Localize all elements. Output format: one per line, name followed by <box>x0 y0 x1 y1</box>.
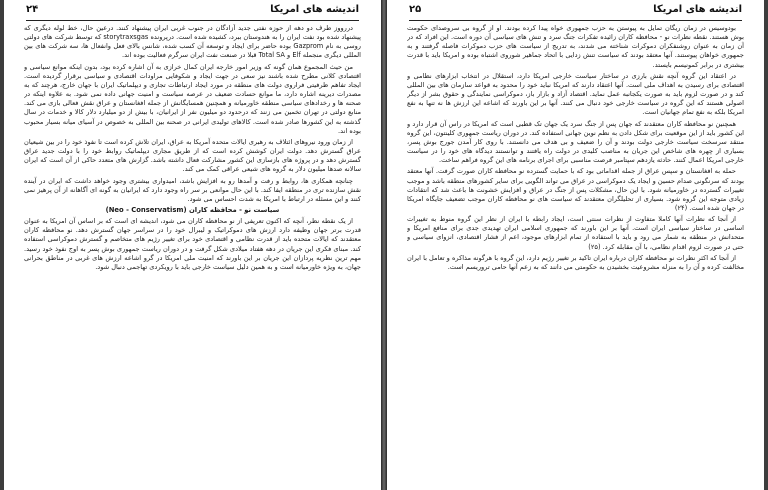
running-title: اندیشه های امریکا <box>653 4 742 15</box>
right-page-header <box>409 4 742 18</box>
paragraph: در اعتقاد این گروه آنچه نقش بارزی در ساختار سیاست خارجی امریکا دارد، استقلال در انتخاب ابزارهای نظامی و اقتصادی برای رسیدن به اهداف ملی است. آنها اعتقاد دارند که امریکا نباید خود را محدود به قواعد سازمان های بین المللی کند و در صورت لزوم باید به صورت یکجانبه عمل نماید. اقتصاد آزاد و بازار باز، دموکراسی نمایندگی و حقوق بشر از دیگر اصولی هستند که این گروه در سیاست خارجی خود دنبال می کنند. آنها بر این باورند که اشاعه این ارزش ها نه تنها به نفع امریکا بلکه به نفع تمام جهانیان است. <box>407 71 744 117</box>
right-page-body <box>407 24 744 480</box>
paragraph: از یک نقطه نظر، آنچه که اکنون تعریفی از نو محافظه کاران می شود، اندیشه ای است که بر اساس آن امریکا به عنوان قدرت برتر جهان وظیفه دارد ارزش های دموکراتیک و لیبرال خود را در سراسر جهان گسترش دهد. نو محافظه کاران معتقدند که ایالات متحده باید از قدرت نظامی و اقتصادی خود برای تغییر رژیم های متخاصم و گسترش دموکراسی استفاده کند. مبنای فکری این جریان در دهه هفتاد میلادی شکل گرفت و در دوران ریاست جمهوری بوش پسر به اوج نفوذ خود رسید. مهم ترین نظریه پردازان این جریان بر این باورند که امنیت ملی امریکا در گرو اشاعه ارزش های غربی در مناطق بحرانی جهان، به ویژه خاورمیانه است و به همین دلیل سیاست خارجی باید با رویکردی تهاجمی دنبال شود. <box>24 217 361 271</box>
left-page-body <box>24 24 361 480</box>
paragraph: از آنجا که نظرات آنها کاملا متفاوت از نظرات سنتی است، ایجاد رابطه با ایران از نظر این گروه منوط به تغییرات اساسی در ساختار سیاسی ایران است. آنها بر این باورند که جمهوری اسلامی ایران تهدیدی جدی برای منافع امریکا و متحدانش در منطقه به شمار می رود و باید با استفاده از تمام ابزارهای موجود، اعم از فشار اقتصادی، انزوای سیاسی و حتی در صورت لزوم اقدام نظامی، با آن مقابله کرد. (۲۵) <box>407 215 744 251</box>
page-number: ۲۵ <box>409 4 422 15</box>
header-rule <box>26 20 359 21</box>
paragraph: من حیث المجموع همان گونه که وزیر امور خارجه ایران کمال خرازی به آن اشاره کرده بود، بدون اینکه موانع سیاسی و اقتصادی کلانی مطرح شده باشند نیز سعی در جهت ایجاد و شکوفایی مراودات اقتصادی و سیاسی برقرار گردیده است. ایجاد تفاهم ظرفیتی فراروی دولت های منطقه در مورد ایجاد ارتباطات تجاری و دیپلماتیک ایران با جهان خارج، هرچند که به مصدرات دیرینه اشاره دارد، ما موانع حسادت ضعیف در عرصه سیاست و امنیت جهانی داده نمی شود. به علاوه اینکه در صحنه ها و رخدادهای سیاسی منطقه خاورمیانه و همچنین همسایگانش از جمله افغانستان و عراق نقش فعالی بازی می کند. منابع دولتی در تهران تخمین می زنند که درحدود دو میلیون نفر از ایرانیان، با بیش از دو میلیارد دلار کالا و خدمات در سال گذشته به این کشورها صادر شده است. کالاهای تولیدی ایرانی در صحنه بین المللی به خصوص در آسیای میانه بسیار محبوب بوده اند. <box>24 62 361 135</box>
paragraph: بودوسیس در زمان ریگان تمایل به پیوستن به حزب جمهوری خواه پیدا کرده بودند. او از گروه بی سروصدای حکومت بوش هستند. نقطه نظرات نو - محافظه کاران زائیده تفکرات جنگ سرد و تنش های سیاسی آن دوره است. این افراد که در آن زمان به عنوان روشنفکران دموکرات شناخته می شدند، به تدریج از سیاست های حزب دموکرات فاصله گرفتند و به جمهوری خواهان پیوستند. آنها معتقد بودند که سیاست تنش زدایی با اتحاد جماهیر شوروی اشتباه بوده و امریکا باید با قدرت بیشتری در برابر کمونیسم بایستد. <box>407 24 744 69</box>
running-title: اندیشه های امریکا <box>270 4 359 15</box>
header-rule <box>409 20 742 21</box>
left-page <box>4 0 381 490</box>
page-number: ۲۴ <box>26 4 39 15</box>
paragraph: حمله به افغانستان و سپس عراق از جمله اقداماتی بود که با حمایت گسترده نو محافظه کاران صورت گرفت. آنها معتقد بودند که سرنگونی صدام حسین و ایجاد یک دموکراسی در عراق می تواند الگویی برای سایر کشورهای منطقه باشد و موجب تغییرات گسترده در خاورمیانه شود. با این حال، مشکلات پس از جنگ در عراق و افزایش خشونت ها باعث شد که انتقادات زیادی متوجه این گروه شود. بسیاری از تحلیلگران معتقدند که سیاست های نو محافظه کاران موجب تضعیف جایگاه امریکا در جهان شده است. (۲۴) <box>407 167 744 212</box>
section-heading: سیاست نو - محافظه کاران (Neo - Conservatism) <box>105 205 280 214</box>
paragraph: همچنین نو محافظه کاران معتقدند که جهان پس از جنگ سرد یک جهان تک قطبی است که امریکا در راس آن قرار دارد و این کشور باید از این موقعیت برای شکل دادن به نظم نوین جهانی استفاده کند. در دوران ریاست جمهوری کلینتون، این گروه منتقد سرسخت سیاست خارجی دولت بودند و آن را ضعیف و بی هدف می دانستند. با روی کار آمدن جورج بوش پسر، بسیاری از چهره های شاخص این جریان به مناصب کلیدی در دولت راه یافتند و توانستند دیدگاه های خود را در سیاست خارجی امریکا اعمال کنند. حادثه یازدهم سپتامبر فرصت مناسبی برای اجرای برنامه های این گروه فراهم ساخت. <box>407 119 744 165</box>
left-page-header <box>26 4 359 18</box>
paragraph: دررووز طرف دو دهه از حوزه نفتی جدید آزادگان در جنوب غربی ایران پیشنهاد کنند. درعین حال، خط لوله دیگری که پیشنهاد شده بود نفت ایران را به هندوستان ببرد، کشیده شده است. درپرونده storytraxsgas که توسط شرکت های دولتی روسی به نام Gazprom بوده حاضر برای ایجاد و توسعه آن کسب شده، شانس بالای فعل وانفعال ها، سه شرکت های بین المللی دیگری منجمله Elf و Total SA قبلا در صنعت نفت ایران سرگرم فعالیت بوده اند. <box>24 24 361 60</box>
paragraph: از آنجا که اکثر نظرات نو محافظه کاران درباره ایران تاکید بر تغییر رژیم دارد، این گروه با هرگونه مذاکره و تعامل با ایران مخالفت کرده و آن را به منزله مشروعیت بخشیدن به حکومتی می دانند که به زعم آنها حامی تروریسم است. <box>407 253 744 271</box>
paragraph: چنانچه همکاری ها، روابط و رفت و آمدها رو به افزایش باشد، امیدواری بیشتری وجود خواهد داشت که ایران در آینده نقش سازنده تری در منطقه ایفا کند. با این حال موانعی بر سر راه وجود دارد که ایرانیان به گونه ای آگاهانه از آن پرهیز نمی کنند و این مسئله در ارتباط با امریکا به شدت احساس می شود. <box>24 176 361 203</box>
paragraph: از زمان ورود نیروهای ائتلاف به رهبری ایالات متحده آمریکا به عراق، ایران تلاش کرده است تا نفوذ خود را در بین شیعیان عراق گسترش دهد. دولت ایران کوشش کرده است که از طریق مجاری دیپلماتیک روابط خود را با دولت جدید عراق گسترش دهد و در پروژه های بازسازی این کشور مشارکت فعال داشته باشد. گزارش های متعدد حاکی از آن است که ایران سالانه صدها میلیون دلار به گروه های شیعی عراقی کمک می کند. <box>24 137 361 174</box>
right-page <box>387 0 764 490</box>
